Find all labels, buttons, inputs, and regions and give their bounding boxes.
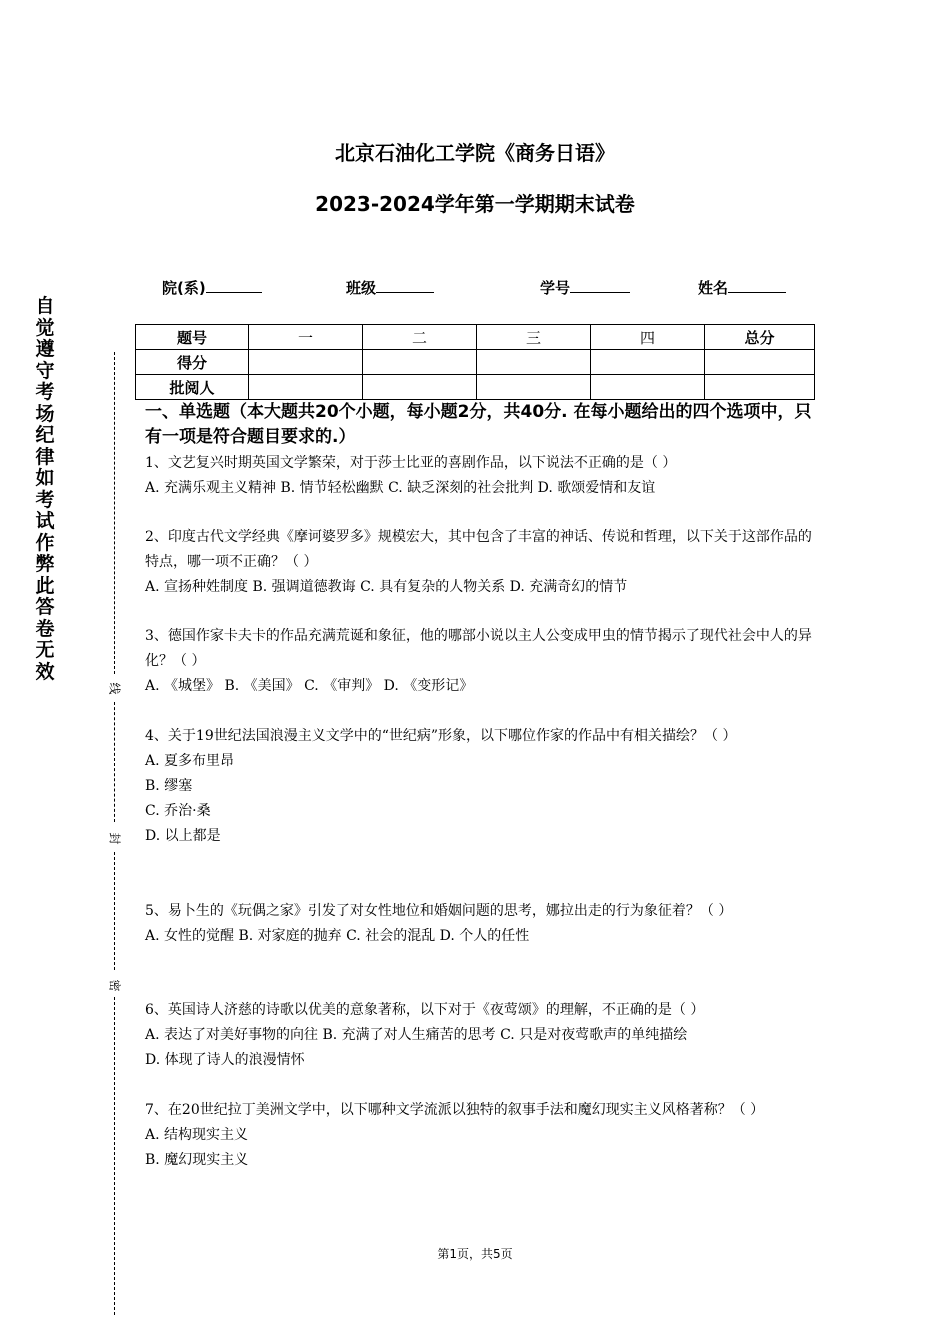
- score-cell[interactable]: [249, 375, 363, 400]
- binding-char-feng: 封: [107, 832, 122, 845]
- binding-line-segment: [114, 702, 115, 822]
- question-stem: 4、关于19世纪法国浪漫主义文学中的“世纪病”形象，以下哪位作家的作品中有相关描绘？（ ）: [145, 728, 737, 744]
- score-cell[interactable]: [591, 350, 705, 375]
- score-header-cell: 总分: [705, 325, 815, 350]
- question-option: A. 夏多布里昂: [145, 753, 235, 769]
- name-blank[interactable]: [728, 276, 786, 293]
- score-table-header-row: [136, 325, 815, 350]
- score-cell[interactable]: [249, 350, 363, 375]
- question-option: A. 充满乐观主义精神 B. 情节轻松幽默 C. 缺乏深刻的社会批判 D. 歌颂爱情和友谊: [145, 480, 656, 496]
- name-field: [698, 276, 786, 298]
- question-option: A. 女性的觉醒 B. 对家庭的抛弃 C. 社会的混乱 D. 个人的任性: [145, 928, 530, 944]
- binding-line-segment: [114, 997, 115, 1315]
- score-header-cell: 一: [249, 325, 363, 350]
- score-header-cell: 题号: [136, 325, 249, 350]
- question-option: B. 缪塞: [145, 778, 193, 794]
- binding-line-segment: [114, 352, 115, 674]
- question-5: [145, 899, 825, 949]
- score-cell[interactable]: [477, 350, 591, 375]
- question-option: A. 宣扬种姓制度 B. 强调道德教诲 C. 具有复杂的人物关系 D. 充满奇幻的情节: [145, 579, 628, 595]
- question-1: [145, 451, 825, 501]
- question-option: D. 以上都是: [145, 828, 221, 844]
- question-option: A. 结构现实主义: [145, 1127, 249, 1143]
- question-option: B. 魔幻现实主义: [145, 1152, 249, 1168]
- question-stem: 6、英国诗人济慈的诗歌以优美的意象著称，以下对于《夜莺颂》的理解，不正确的是（ ）: [145, 1002, 705, 1018]
- class-blank[interactable]: [376, 276, 434, 293]
- department-field: [162, 276, 262, 298]
- question-option: A. 《城堡》 B. 《美国》 C. 《审判》 D. 《变形记》: [145, 678, 474, 694]
- student-id-blank[interactable]: [570, 276, 630, 293]
- question-stem: 5、易卜生的《玩偶之家》引发了对女性地位和婚姻问题的思考，娜拉出走的行为象征着？（ ）: [145, 903, 733, 919]
- student-id-field: [540, 276, 630, 298]
- binding-line-segment: [114, 852, 115, 970]
- question-option: C. 乔治·桑: [145, 803, 211, 819]
- score-row-label: 批阅人: [136, 375, 249, 400]
- score-cell[interactable]: [363, 375, 477, 400]
- score-table: [135, 324, 815, 400]
- score-row-label: 得分: [136, 350, 249, 375]
- question-4: [145, 724, 825, 849]
- question-option: D. 体现了诗人的浪漫情怀: [145, 1052, 305, 1068]
- score-header-cell: 四: [591, 325, 705, 350]
- exam-title-line1: 北京石油化工学院《商务日语》: [335, 141, 615, 165]
- score-cell[interactable]: [705, 375, 815, 400]
- question-stem: 2、印度古代文学经典《摩诃婆罗多》规模宏大，其中包含了丰富的神话、传说和哲理，以下关于这部作品的特点，哪一项不正确？（ ）: [145, 529, 812, 570]
- score-cell[interactable]: [591, 375, 705, 400]
- department-blank[interactable]: [206, 276, 262, 293]
- question-stem: 1、文艺复兴时期英国文学繁荣，对于莎士比亚的喜剧作品，以下说法不正确的是（ ）: [145, 455, 677, 471]
- score-table-row: [136, 375, 815, 400]
- score-cell[interactable]: [705, 350, 815, 375]
- question-7: [145, 1098, 825, 1173]
- question-stem: 7、在20世纪拉丁美洲文学中，以下哪种文学流派以独特的叙事手法和魔幻现实主义风格著称？（ ）: [145, 1102, 765, 1118]
- score-table-row: [136, 350, 815, 375]
- binding-char-xian: 线: [107, 682, 122, 695]
- section-heading: 一、单选题（本大题共20个小题，每小题2分，共40分. 在每小题给出的四个选项中，只有一项是符合题目要求的.）: [145, 402, 812, 447]
- question-3: [145, 624, 825, 699]
- name-label: 姓名: [698, 279, 729, 297]
- question-stem: 3、德国作家卡夫卡的作品充满荒诞和象征，他的哪部小说以主人公变成甲虫的情节揭示了现代社会中人的异化？（ ）: [145, 628, 812, 669]
- question-6: [145, 998, 825, 1073]
- exam-title-line2: 2023-2024学年第一学期期末试卷: [315, 192, 635, 216]
- score-header-cell: 二: [363, 325, 477, 350]
- score-cell[interactable]: [477, 375, 591, 400]
- score-cell[interactable]: [363, 350, 477, 375]
- question-2: [145, 525, 825, 600]
- class-label: 班级: [346, 279, 377, 297]
- class-field: [346, 276, 434, 298]
- page-number: 第1页，共5页: [437, 1247, 513, 1261]
- question-option: A. 表达了对美好事物的向往 B. 充满了对人生痛苦的思考 C. 只是对夜莺歌声的单纯描绘: [145, 1027, 688, 1043]
- exam-discipline-notice: 自觉遵守考场纪律如考试作弊此答卷无效: [35, 295, 55, 683]
- score-header-cell: 三: [477, 325, 591, 350]
- binding-char-mi: 密: [107, 979, 122, 992]
- department-label: 院(系): [162, 279, 206, 297]
- student-id-label: 学号: [540, 279, 571, 297]
